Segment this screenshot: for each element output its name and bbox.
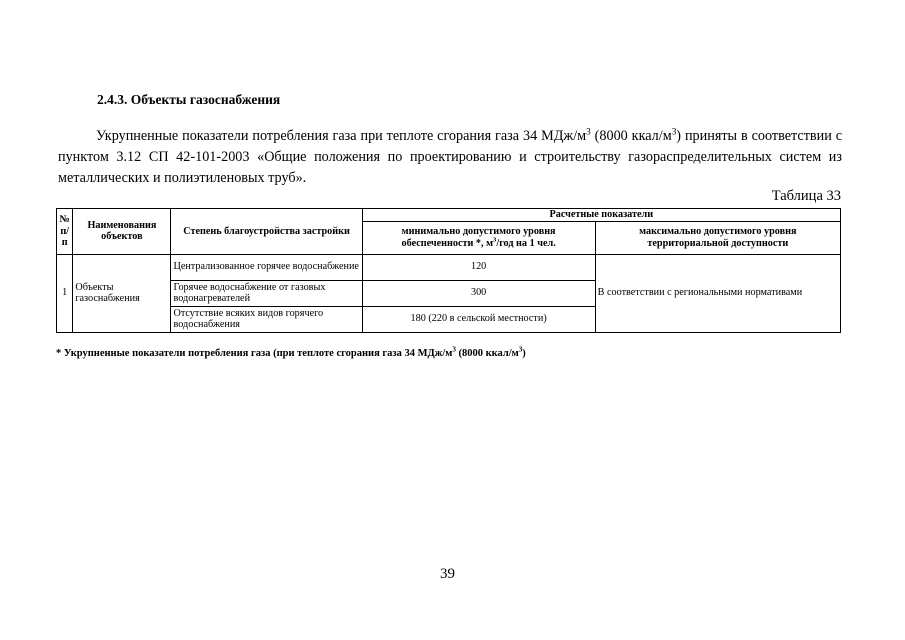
cell-name: Объекты газоснабжения (73, 254, 171, 332)
paragraph-text-2: (8000 ккал/м (590, 128, 672, 144)
paragraph-sup-1: 3 (586, 126, 591, 137)
table-row (57, 254, 841, 280)
cell-degree: Отсутствие всяких видов горячего водоснабжения (171, 306, 362, 332)
table-footnote: * Укрупненные показатели потребления газа (при теплоте сгорания газа 34 МДж/$м^3$ (8000 ккал/$м^3$) (56, 346, 526, 359)
cell-num: 1 (57, 254, 73, 332)
header-num: № п/п (57, 209, 73, 255)
header-calc: Расчетные показатели (362, 209, 840, 222)
table-caption: Таблица 33 (771, 188, 841, 204)
cell-max: В соответствии с региональными нормативами (595, 254, 840, 332)
cell-min: 180 (220 в сельской местности) (362, 306, 595, 332)
gas-supply-table (56, 208, 841, 333)
cell-min: 120 (362, 254, 595, 280)
cell-degree: Централизованное горячее водоснабжение (171, 254, 362, 280)
cell-degree: Горячее водоснабжение от газовых водонагревателей (171, 280, 362, 306)
paragraph-text-3: ) приняты в соответствии с пунктом 3.12 СП 42-101-2003 «Общие положения по проектированию и строительству газораспределительных систем из металлических и полиэтиленовых труб». (58, 128, 843, 186)
body-paragraph (58, 126, 842, 189)
header-max: максимально допустимого уровня территориальной доступности (595, 221, 840, 254)
header-min: минимально допустимого уровня обеспеченности *, $м^3$/год на 1 чел. (362, 221, 595, 254)
paragraph-sup-2: 3 (671, 126, 677, 137)
paragraph-text-1: Укрупненные показатели потребления газа при теплоте сгорания газа 34 МДж/м (96, 128, 587, 144)
table-header-row-1 (57, 209, 841, 222)
header-name: Наименования объектов (73, 209, 171, 255)
section-title: 2.4.3. Объекты газоснабжения (97, 92, 281, 107)
header-degree: Степень благоустройства застройки (171, 209, 362, 255)
page-number: 39 (440, 566, 455, 582)
cell-min: 300 (362, 280, 595, 306)
